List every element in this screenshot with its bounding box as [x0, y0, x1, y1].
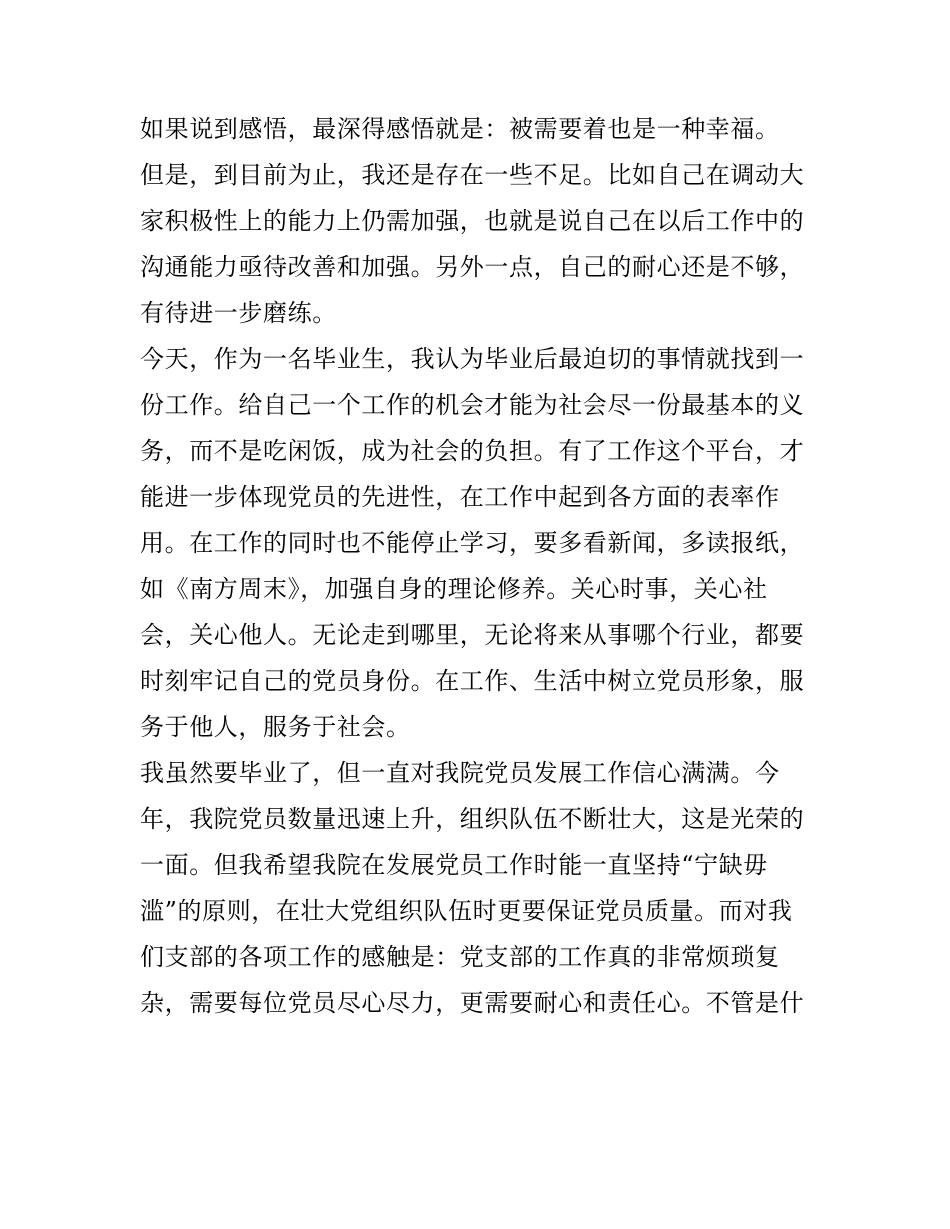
- text-line: 能进一步体现党员的先进性，在工作中起到各方面的表率作: [140, 483, 780, 511]
- body-text: [140, 106, 820, 1026]
- text-line: 沟通能力亟待改善和加强。另外一点，自己的耐心还是不够，: [140, 253, 805, 281]
- text-line: 份工作。给自己一个工作的机会才能为社会尽一份最基本的义: [140, 391, 805, 419]
- text-line: 杂，需要每位党员尽心尽力，更需要耐心和责任心。不管是什: [140, 989, 805, 1017]
- text-line: 会，关心他人。无论走到哪里，无论将来从事哪个行业，都要: [140, 621, 805, 649]
- text-line: 时刻牢记自己的党员身份。在工作、生活中树立党员形象，服: [140, 667, 805, 695]
- text-line: 滥”的原则，在壮大党组织队伍时更要保证党员质量。而对我: [140, 897, 793, 925]
- text-line: 务，而不是吃闲饭，成为社会的负担。有了工作这个平台，才: [140, 437, 805, 465]
- text-line: 我虽然要毕业了，但一直对我院党员发展工作信心满满。今: [140, 759, 780, 787]
- text-line: 务于他人，服务于社会。: [140, 713, 411, 741]
- text-line: 们支部的各项工作的感触是：党支部的工作真的非常烦琐复: [140, 943, 780, 971]
- text-line: 如果说到感悟，最深得感悟就是：被需要着也是一种幸福。: [140, 115, 780, 143]
- text-line: 但是，到目前为止，我还是存在一些不足。比如自己在调动大: [140, 161, 805, 189]
- text-line: 如《南方周末》，加强自身的理论修养。关心时事，关心社: [140, 575, 768, 603]
- text-line: 家积极性上的能力上仍需加强，也就是说自己在以后工作中的: [140, 207, 805, 235]
- text-line: 一面。但我希望我院在发展党员工作时能一直坚持“宁缺毋: [140, 851, 768, 879]
- text-line: 今天，作为一名毕业生，我认为毕业后最迫切的事情就找到一: [140, 345, 805, 373]
- text-line: 有待进一步磨练。: [140, 299, 337, 327]
- text-line: 年，我院党员数量迅速上升，组织队伍不断壮大，这是光荣的: [140, 805, 805, 833]
- text-line: 用。在工作的同时也不能停止学习，要多看新闻，多读报纸，: [140, 529, 805, 557]
